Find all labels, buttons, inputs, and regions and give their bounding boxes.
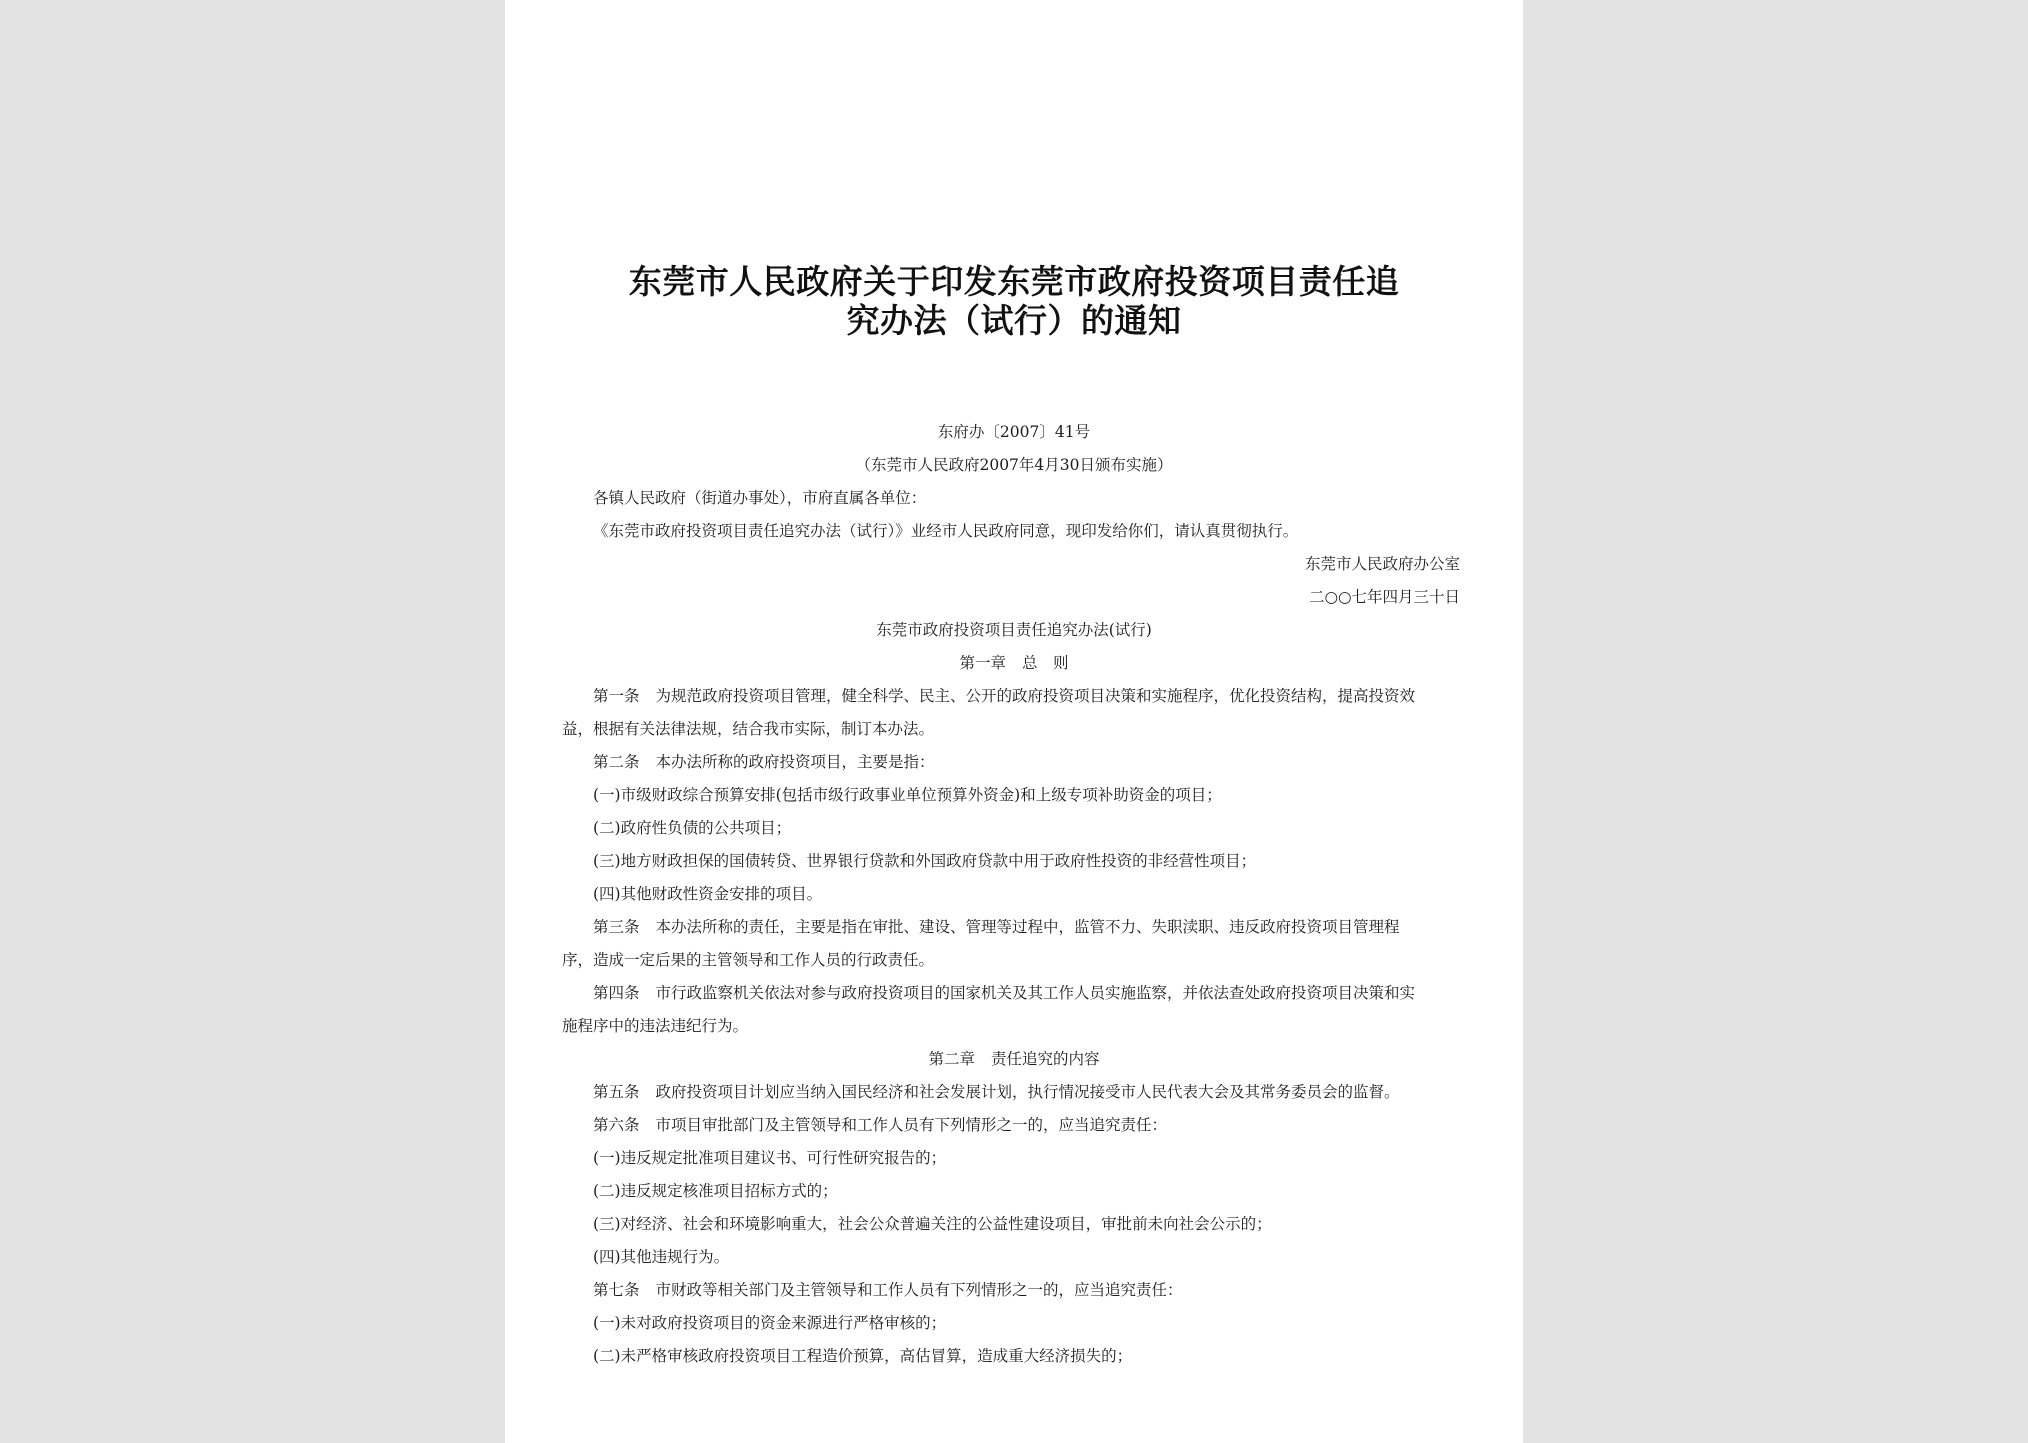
article-7-item: (一)未对政府投资项目的资金来源进行严格审核的； (593, 1314, 947, 1332)
signature-date: 二○○七年四月三十日 (1308, 588, 1460, 606)
article-6-label: 第六条 (593, 1116, 640, 1134)
document-page (505, 0, 1523, 1443)
article-5: 第五条 政府投资项目计划应当纳入国民经济和社会发展计划，执行情况接受市人民代表大会及其常务委员会的监督。 (593, 1083, 1400, 1101)
article-2-item: (二)政府性负债的公共项目； (593, 819, 792, 837)
chapter-1-name: 总 则 (1022, 654, 1069, 672)
article-1-label: 第一条 (593, 687, 640, 705)
document-number: 东府办〔2007〕41号 (937, 423, 1091, 441)
signature-org: 东莞市人民政府办公室 (1304, 555, 1460, 573)
chapter-1-label: 第一章 (959, 654, 1006, 672)
article-4-line-2: 施程序中的违法违纪行为。 (562, 1017, 749, 1035)
rules-title: 东莞市政府投资项目责任追究办法(试行) (876, 621, 1152, 639)
title-line-2: 究办法（试行）的通知 (846, 301, 1182, 340)
article-6: 第六条 市项目审批部门及主管领导和工作人员有下列情形之一的，应当追究责任： (593, 1116, 1168, 1134)
article-4-label: 第四条 (593, 984, 640, 1002)
salutation: 各镇人民政府（街道办事处），市府直属各单位： (593, 489, 927, 507)
article-1-line-1: 第一条 为规范政府投资项目管理，健全科学、民主、公开的政府投资项目决策和实施程序，优化投资结构，提高投资效 (593, 687, 1416, 705)
article-6-item: (二)违反规定核准项目招标方式的； (593, 1182, 838, 1200)
article-7-label: 第七条 (593, 1281, 640, 1299)
article-2-item: (三)地方财政担保的国债转贷、世界银行贷款和外国政府贷款中用于政府性投资的非经营性项目； (593, 852, 1257, 870)
article-3-line-2: 序，造成一定后果的主管领导和工作人员的行政责任。 (562, 951, 935, 969)
article-2: 第二条 本办法所称的政府投资项目，主要是指： (593, 753, 935, 771)
article-7: 第七条 市财政等相关部门及主管领导和工作人员有下列情形之一的，应当追究责任： (593, 1281, 1183, 1299)
chapter-2-name: 责任追究的内容 (991, 1050, 1100, 1068)
title-line-1: 东莞市人民政府关于印发东莞市政府投资项目责任追 (628, 262, 1400, 301)
article-4-line-1: 第四条 市行政监察机关依法对参与政府投资项目的国家机关及其工作人员实施监察，并依法查处政府投资项目决策和实 (593, 984, 1416, 1002)
notice-body: 《东莞市政府投资项目责任追究办法（试行）》业经市人民政府同意，现印发给你们，请认真贯彻执行。 (593, 522, 1299, 540)
article-3-label: 第三条 (593, 918, 640, 936)
article-6-item: (一)违反规定批准项目建议书、可行性研究报告的； (593, 1149, 947, 1167)
article-2-item: (四)其他财政性资金安排的项目。 (593, 885, 823, 903)
chapter-2-heading (505, 1049, 1523, 1069)
article-2-label: 第二条 (593, 753, 640, 771)
article-6-item: (四)其他违规行为。 (593, 1248, 730, 1266)
chapter-2-label: 第二章 (928, 1050, 975, 1068)
issue-note: （东莞市人民政府2007年4月30日颁布实施） (855, 456, 1173, 474)
article-3-line-1: 第三条 本办法所称的责任，主要是指在审批、建设、管理等过程中，监管不力、失职渎职、违反政府投资项目管理程 (593, 918, 1400, 936)
article-7-item: (二)未严格审核政府投资项目工程造价预算，高估冒算，造成重大经济损失的； (593, 1347, 1133, 1365)
article-1-line-2: 益，根据有关法律法规，结合我市实际，制订本办法。 (562, 720, 935, 738)
article-2-item: (一)市级财政综合预算安排(包括市级行政事业单位预算外资金)和上级专项补助资金的项目； (593, 786, 1222, 804)
document-title (545, 262, 1483, 340)
chapter-1-heading (505, 653, 1523, 673)
article-6-item: (三)对经济、社会和环境影响重大，社会公众普遍关注的公益性建设项目，审批前未向社会公示的； (593, 1215, 1272, 1233)
article-5-label: 第五条 (593, 1083, 640, 1101)
